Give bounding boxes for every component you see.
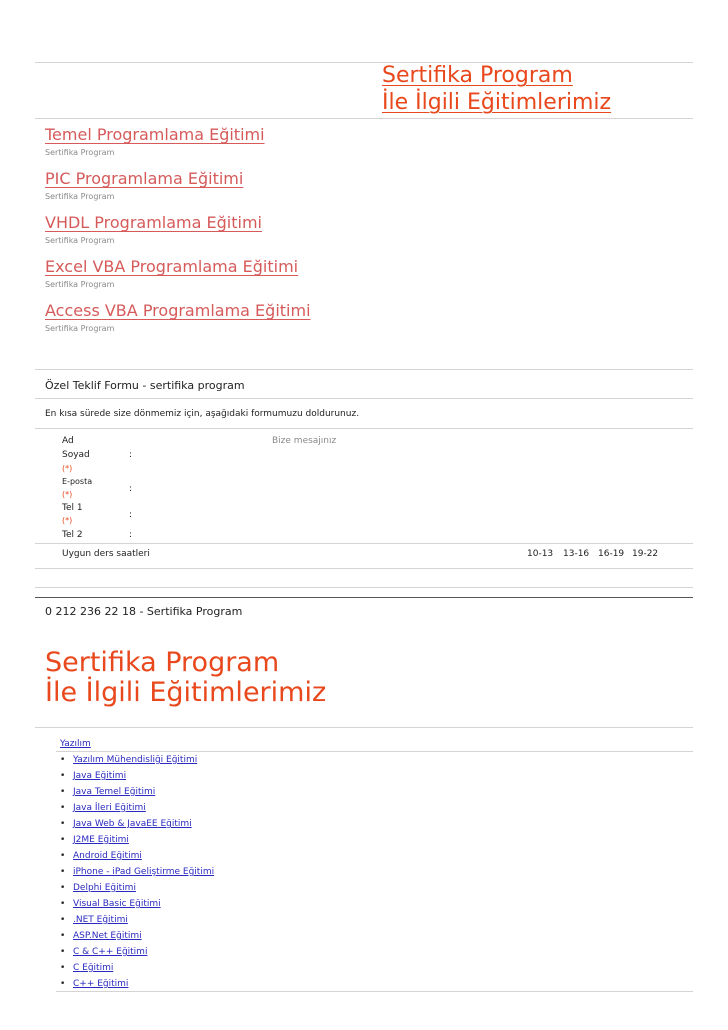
form-description: En kısa sürede size dönmemiz için, aşağıdaki formumuzu doldurunuz.	[45, 409, 360, 419]
form-divider-top	[35, 369, 693, 370]
bullet-icon: •	[60, 755, 66, 765]
bullet-icon: •	[60, 931, 66, 941]
course-link[interactable]: .NET Eğitimi	[73, 915, 128, 925]
contact-divider	[35, 597, 693, 598]
list-item	[60, 880, 214, 896]
email-required-mark: (*)	[62, 490, 73, 499]
bullet-icon: •	[60, 867, 66, 877]
time-slot-16-19[interactable]: 16-19	[598, 549, 625, 559]
bullet-icon: •	[60, 899, 66, 909]
time-slot-10-13[interactable]: 10-13	[527, 549, 554, 559]
course-link[interactable]: Access VBA Programlama Eğitimi	[45, 301, 311, 320]
tel2-label: Tel 2	[62, 530, 83, 540]
list-item	[60, 864, 214, 880]
list-item	[60, 848, 214, 864]
course-link[interactable]: Visual Basic Eğitimi	[73, 899, 161, 909]
bullet-icon: •	[60, 915, 66, 925]
course-link[interactable]: Java Eğitimi	[73, 771, 127, 781]
list-item	[60, 944, 214, 960]
course-subtitle: Sertifika Program	[45, 148, 115, 157]
bullet-icon: •	[60, 851, 66, 861]
list-item	[60, 784, 214, 800]
course-link-list	[60, 752, 214, 992]
form-divider-head	[35, 398, 693, 399]
section-title-line1: Sertifika Program	[45, 647, 280, 678]
list-item	[60, 912, 214, 928]
list-bottom-divider	[56, 991, 693, 992]
section-divider	[35, 727, 693, 728]
course-subtitle: Sertifika Program	[45, 192, 115, 201]
hero-title-line2[interactable]: İle İlgili Eğitimlerimiz	[382, 90, 612, 115]
course-item	[45, 213, 262, 247]
form-divider-bottom	[35, 587, 693, 588]
list-item	[60, 960, 214, 976]
form-divider-hours	[35, 568, 693, 569]
list-item	[60, 976, 214, 992]
bullet-icon: •	[60, 979, 66, 989]
tel2-colon: :	[129, 530, 133, 540]
course-link[interactable]: C & C++ Eğitimi	[73, 947, 148, 957]
list-item	[60, 800, 214, 816]
contact-phone: 0 212 236 22 18 - Sertifika Program	[45, 605, 243, 618]
surname-label: Soyad	[62, 450, 90, 460]
tel1-colon: :	[129, 510, 133, 520]
time-slot-13-16[interactable]: 13-16	[563, 549, 590, 559]
message-label: Bize mesajınız	[272, 436, 337, 446]
hours-label: Uygun ders saatleri	[62, 549, 150, 559]
surname-colon: :	[129, 450, 133, 460]
hero-divider	[35, 118, 693, 119]
course-link[interactable]: Excel VBA Programlama Eğitimi	[45, 257, 299, 276]
list-item	[60, 832, 214, 848]
bullet-icon: •	[60, 963, 66, 973]
bullet-icon: •	[60, 771, 66, 781]
course-link[interactable]: VHDL Programlama Eğitimi	[45, 213, 262, 232]
bullet-icon: •	[60, 835, 66, 845]
bullet-icon: •	[60, 883, 66, 893]
form-heading: Özel Teklif Formu - sertifika program	[45, 379, 245, 392]
section-title-line2: İle İlgili Eğitimlerimiz	[45, 677, 327, 708]
course-item	[45, 169, 243, 203]
course-link[interactable]: J2ME Eğitimi	[73, 835, 129, 845]
list-item	[60, 752, 214, 768]
course-link[interactable]: ASP.Net Eğitimi	[73, 931, 142, 941]
course-link[interactable]: C++ Eğitimi	[73, 979, 129, 989]
list-item	[60, 928, 214, 944]
email-label: E-posta	[62, 477, 93, 486]
name-label: Ad	[62, 436, 74, 446]
section-title	[45, 648, 326, 708]
list-item	[60, 768, 214, 784]
surname-required-mark: (*)	[62, 464, 73, 473]
course-link[interactable]: Android Eğitimi	[73, 851, 142, 861]
course-subtitle: Sertifika Program	[45, 324, 115, 333]
course-link[interactable]: Yazılım Mühendisliği Eğitimi	[73, 755, 198, 765]
course-subtitle: Sertifika Program	[45, 280, 115, 289]
bullet-icon: •	[60, 787, 66, 797]
course-item	[45, 125, 265, 159]
course-link[interactable]: Java Web & JavaEE Eğitimi	[73, 819, 192, 829]
bullet-icon: •	[60, 819, 66, 829]
time-slot-19-22[interactable]: 19-22	[632, 549, 659, 559]
list-item	[60, 816, 214, 832]
form-divider-fields	[35, 543, 693, 544]
email-colon: :	[129, 484, 133, 494]
course-link[interactable]: C Eğitimi	[73, 963, 114, 973]
course-link[interactable]: Temel Programlama Eğitimi	[45, 125, 265, 144]
course-item	[45, 257, 298, 291]
bullet-icon: •	[60, 803, 66, 813]
hero-title[interactable]	[382, 62, 611, 116]
course-subtitle: Sertifika Program	[45, 236, 115, 245]
category-link-yazilim[interactable]: Yazılım	[60, 739, 91, 749]
hero-title-line1[interactable]: Sertifika Program	[382, 63, 573, 88]
course-link[interactable]: Java Temel Eğitimi	[73, 787, 156, 797]
tel1-label: Tel 1	[62, 503, 83, 513]
course-link[interactable]: PIC Programlama Eğitimi	[45, 169, 244, 188]
bullet-icon: •	[60, 947, 66, 957]
form-divider-desc	[35, 428, 693, 429]
course-item	[45, 301, 311, 335]
course-link[interactable]: Delphi Eğitimi	[73, 883, 136, 893]
course-link[interactable]: Java İleri Eğitimi	[73, 803, 146, 813]
tel1-required-mark: (*)	[62, 516, 73, 525]
list-item	[60, 896, 214, 912]
course-link[interactable]: iPhone - iPad Geliştirme Eğitimi	[73, 867, 215, 877]
